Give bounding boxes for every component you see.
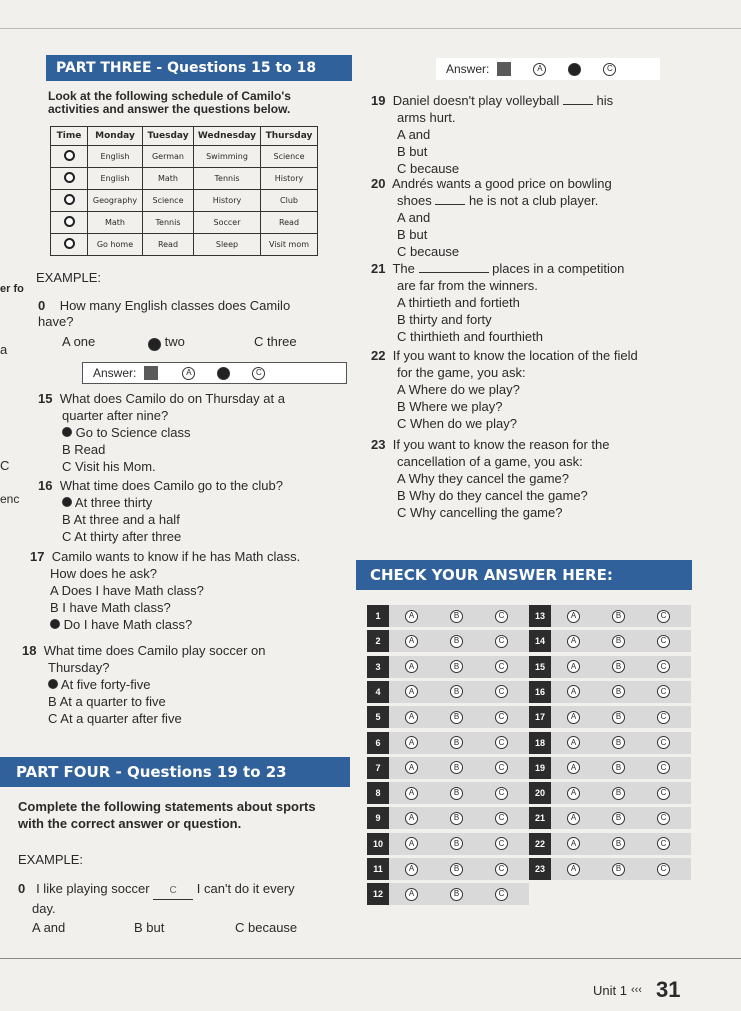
row-number: 19: [529, 757, 551, 779]
cell: History: [194, 190, 261, 212]
bubble-c[interactable]: C: [495, 736, 508, 749]
answer-row: [367, 605, 529, 627]
filled-bubble-icon: B: [148, 338, 161, 351]
example-question: [38, 298, 290, 330]
answer-row: [367, 656, 529, 678]
row-number: 7: [367, 757, 389, 779]
row-number: 21: [529, 807, 551, 829]
schedule-table: [50, 126, 318, 256]
bubble-a[interactable]: A: [405, 837, 418, 850]
bubble-c[interactable]: C: [657, 635, 670, 648]
clock-icon: [64, 150, 75, 161]
question-17: [30, 548, 350, 633]
table-row: [51, 190, 318, 212]
clock-icon: [64, 172, 75, 183]
answer-label: Answer:: [446, 62, 490, 76]
q-text: I can't do it every: [196, 881, 295, 896]
margin-text-3: C: [0, 458, 10, 473]
q-text: If you want to know the location of the field: [392, 348, 638, 363]
answer-row: [529, 858, 691, 880]
option-a: A and: [397, 127, 431, 142]
q-number: 0: [18, 881, 26, 896]
question-16: [38, 477, 358, 545]
option-a: A one: [62, 334, 96, 349]
row-number: 13: [529, 605, 551, 627]
q-number: 22: [371, 348, 386, 363]
answer-label: Answer:: [93, 366, 137, 380]
question-19: [371, 92, 671, 177]
question-20: [371, 175, 671, 260]
q-text: he is not a club player.: [468, 193, 599, 208]
cell: Club: [261, 190, 318, 212]
q-text: Daniel doesn't play volleyball: [392, 93, 560, 108]
answer-row: [529, 782, 691, 804]
row-number: 10: [367, 833, 389, 855]
bubble-c[interactable]: C: [495, 761, 508, 774]
bubble-b[interactable]: B: [612, 610, 625, 623]
answer-row: [367, 706, 529, 728]
bubble-c[interactable]: C: [657, 736, 670, 749]
bubble-a[interactable]: A: [405, 736, 418, 749]
q-text: Andrés wants a good price on bowling: [391, 176, 612, 191]
instr-line-1: Look at the following schedule of Camilo's: [48, 89, 291, 103]
answer-row: [529, 605, 691, 627]
bubble-c[interactable]: C: [495, 610, 508, 623]
footer-rule: [0, 958, 741, 959]
option-a: A and: [397, 210, 431, 225]
q-text: quarter after nine?: [62, 408, 169, 423]
option-c: C Visit his Mom.: [62, 459, 156, 474]
cell: Soccer: [194, 212, 261, 234]
row-number: 12: [367, 883, 389, 905]
q-number: 18: [22, 643, 37, 658]
q-text: Camilo wants to know if he has Math class.: [51, 549, 301, 564]
option-b: B Read: [62, 442, 106, 457]
marked-square: [144, 366, 158, 380]
question-22: [371, 347, 671, 432]
q-text: What time does Camilo play soccer on: [43, 643, 266, 658]
answer-row: [367, 681, 529, 703]
bubble-c[interactable]: C: [495, 863, 508, 876]
option-c: C because: [397, 244, 460, 259]
question-23: [371, 436, 671, 521]
bubble-c[interactable]: C: [657, 787, 670, 800]
option-c: C three: [254, 334, 297, 349]
bubble-b[interactable]: B: [450, 888, 463, 901]
answer-row: [367, 807, 529, 829]
option-c: C At a quarter after five: [48, 711, 182, 726]
bubble-c[interactable]: C: [495, 635, 508, 648]
row-number: 8: [367, 782, 389, 804]
option-a: At five forty-five: [60, 677, 151, 692]
q-number: 23: [371, 437, 386, 452]
part-four-header: PART FOUR - Questions 19 to 23: [0, 757, 350, 787]
option-a: A Where do we play?: [397, 382, 520, 397]
bubble-a[interactable]: A: [567, 711, 580, 724]
bubble-c[interactable]: C: [657, 837, 670, 850]
answer-row: [529, 833, 691, 855]
cell: English: [88, 168, 143, 190]
q-number: 15: [38, 391, 53, 406]
question-18: [22, 642, 342, 727]
q-text: Thursday?: [48, 660, 110, 675]
margin-text-1: er fo: [0, 283, 24, 295]
row-number: 16: [529, 681, 551, 703]
bubble-c[interactable]: C: [603, 63, 616, 76]
bubble-a[interactable]: A: [405, 888, 418, 901]
row-number: 3: [367, 656, 389, 678]
bubble-b[interactable]: B: [450, 660, 463, 673]
bubble-b[interactable]: B: [612, 863, 625, 876]
bubble-c[interactable]: C: [495, 660, 508, 673]
clock-icon: [64, 194, 75, 205]
option-c: C When do we play?: [397, 416, 517, 431]
bubble-a[interactable]: A: [567, 863, 580, 876]
q-text: are far from the winners.: [397, 278, 538, 293]
option-a: A Does I have Math class?: [50, 583, 204, 598]
row-number: 14: [529, 630, 551, 652]
option-b: B At three and a half: [62, 512, 180, 527]
arrows-icon: ‹‹‹: [630, 984, 642, 996]
option-c: C because: [235, 920, 298, 935]
example-options: [62, 334, 342, 349]
q-text: How does he ask?: [50, 566, 157, 581]
option-b: B but: [397, 144, 428, 159]
bubble-c[interactable]: C: [657, 711, 670, 724]
answer-row: [367, 732, 529, 754]
q-text: his: [596, 93, 614, 108]
part-four-example-label: EXAMPLE:: [18, 852, 84, 867]
question-15: [38, 390, 348, 475]
bubble-a[interactable]: A: [567, 837, 580, 850]
option-b: B Why do they cancel the game?: [397, 488, 588, 503]
row-number: 5: [367, 706, 389, 728]
q-text: I like playing soccer: [36, 881, 150, 896]
option-c: Do I have Math class?: [63, 617, 193, 632]
question-21: [371, 260, 671, 345]
bubble-b[interactable]: B: [612, 761, 625, 774]
bubble-b[interactable]: B: [450, 610, 463, 623]
bubble-b[interactable]: B: [612, 787, 625, 800]
bubble-c[interactable]: C: [495, 837, 508, 850]
option-c: C Why cancelling the game?: [397, 505, 563, 520]
bubble-c[interactable]: C: [657, 863, 670, 876]
bubble-a[interactable]: A: [567, 787, 580, 800]
option-c: C At thirty after three: [62, 529, 182, 544]
part-three-header: PART THREE - Questions 15 to 18: [46, 55, 352, 81]
q-text: have?: [38, 314, 74, 329]
q-text: What does Camilo do on Thursday at a: [59, 391, 285, 406]
cell: Visit mom: [261, 234, 318, 256]
q-number: 20: [371, 176, 386, 191]
bubble-a[interactable]: A: [567, 635, 580, 648]
option-a: Go to Science class: [75, 425, 191, 440]
option-a: A Why they cancel the game?: [397, 471, 569, 486]
bubble-b[interactable]: B: [612, 660, 625, 673]
example-label: EXAMPLE:: [36, 270, 102, 285]
q-number: 0: [38, 298, 46, 313]
option-c: C because: [397, 161, 460, 176]
cell: Read: [143, 234, 194, 256]
q-text: arms hurt.: [397, 110, 456, 125]
col-monday: Monday: [88, 127, 143, 146]
bubble-b[interactable]: B: [450, 837, 463, 850]
filled-bubble-icon: [50, 619, 60, 629]
cell: Geography: [88, 190, 143, 212]
bubble-b[interactable]: B: [612, 685, 625, 698]
answer-row: [529, 681, 691, 703]
bubble-a[interactable]: A: [182, 367, 195, 380]
q-number: 21: [371, 261, 386, 276]
bubble-b[interactable]: B: [450, 812, 463, 825]
option-b: B At a quarter to five: [48, 694, 166, 709]
q-text: shoes: [397, 193, 432, 208]
row-number: 11: [367, 858, 389, 880]
bubble-a[interactable]: A: [405, 635, 418, 648]
cell: History: [261, 168, 318, 190]
bubble-a[interactable]: A: [567, 812, 580, 825]
page-number: 31: [655, 977, 681, 1002]
bubble-a[interactable]: A: [567, 761, 580, 774]
bubble-a[interactable]: A: [533, 63, 546, 76]
bubble-a[interactable]: A: [405, 761, 418, 774]
footer-unit: [593, 977, 680, 1003]
bubble-b[interactable]: B: [612, 635, 625, 648]
bubble-c[interactable]: C: [657, 685, 670, 698]
q-text: for the game, you ask:: [397, 365, 526, 380]
answer-row: [529, 706, 691, 728]
option-b: B thirty and forty: [397, 312, 492, 327]
row-number: 22: [529, 833, 551, 855]
bubble-a[interactable]: A: [567, 685, 580, 698]
instr-line-2: with the correct answer or question.: [18, 816, 242, 831]
instr-line-2: activities and answer the questions below.: [48, 102, 291, 116]
row-number: 15: [529, 656, 551, 678]
filled-bubble-icon: [48, 679, 58, 689]
row-number: 18: [529, 732, 551, 754]
cell: Read: [261, 212, 318, 234]
q-number: 19: [371, 93, 386, 108]
filled-bubble-icon: [62, 497, 72, 507]
instr-line-1: Complete the following statements about sports: [18, 799, 316, 814]
bubble-b[interactable]: B: [450, 635, 463, 648]
bubble-a[interactable]: A: [405, 685, 418, 698]
bubble-b[interactable]: B: [450, 787, 463, 800]
cell: English: [88, 146, 143, 168]
bubble-b[interactable]: B: [450, 685, 463, 698]
row-number: 23: [529, 858, 551, 880]
bubble-a[interactable]: A: [567, 736, 580, 749]
row-number: 4: [367, 681, 389, 703]
bubble-b[interactable]: B: [450, 711, 463, 724]
table-row: [51, 212, 318, 234]
row-number: 9: [367, 807, 389, 829]
top-answer-box: [436, 58, 660, 80]
table-row: [51, 168, 318, 190]
option-a: At three thirty: [74, 495, 153, 510]
cell: Math: [143, 168, 194, 190]
cell: German: [143, 146, 194, 168]
table-row: [51, 234, 318, 256]
q-text: day.: [32, 901, 56, 916]
check-answer-header: CHECK YOUR ANSWER HERE:: [356, 560, 692, 590]
bubble-b[interactable]: B: [612, 837, 625, 850]
row-number: 2: [367, 630, 389, 652]
bubble-c[interactable]: C: [252, 367, 265, 380]
q-text: What time does Camilo go to the club?: [59, 478, 283, 493]
clock-icon: [64, 216, 75, 227]
bubble-a[interactable]: A: [567, 660, 580, 673]
bubble-b[interactable]: B: [450, 761, 463, 774]
q-number: 16: [38, 478, 53, 493]
option-b: B but: [134, 920, 165, 935]
cell: Sleep: [194, 234, 261, 256]
row-number: 6: [367, 732, 389, 754]
bubble-b[interactable]: B: [450, 863, 463, 876]
bubble-c[interactable]: C: [657, 660, 670, 673]
bubble-b[interactable]: B: [612, 736, 625, 749]
clock-icon: [64, 238, 75, 249]
answer-row: [367, 833, 529, 855]
col-thursday: Thursday: [261, 127, 318, 146]
answer-row: [529, 807, 691, 829]
bubble-b-filled[interactable]: B: [217, 367, 230, 380]
answer-row: [529, 757, 691, 779]
bubble-b[interactable]: B: [612, 812, 625, 825]
answer-row: [367, 757, 529, 779]
cell: Science: [261, 146, 318, 168]
bubble-c[interactable]: C: [495, 888, 508, 901]
cell: Science: [143, 190, 194, 212]
part-four-instructions: [18, 798, 316, 832]
bubble-b-filled[interactable]: [568, 63, 581, 76]
option-b: B Where we play?: [397, 399, 503, 414]
part-four-example: [18, 880, 348, 917]
answer-row: [367, 883, 529, 905]
part-four-example-options: [32, 920, 352, 935]
q-text: If you want to know the reason for the: [392, 437, 610, 452]
option-b: B I have Math class?: [50, 600, 171, 615]
bubble-b[interactable]: B: [450, 736, 463, 749]
answer-row: [367, 782, 529, 804]
bubble-c[interactable]: C: [657, 761, 670, 774]
option-b: two: [164, 334, 185, 349]
bubble-c[interactable]: C: [495, 787, 508, 800]
answer-row: [529, 656, 691, 678]
col-wednesday: Wednesday: [194, 127, 261, 146]
bubble-a[interactable]: A: [405, 812, 418, 825]
cell: Tennis: [194, 168, 261, 190]
bubble-a[interactable]: A: [405, 610, 418, 623]
cell: Swimming: [194, 146, 261, 168]
bubble-a[interactable]: A: [405, 660, 418, 673]
answer-row: [367, 630, 529, 652]
example-answer-box: [82, 362, 347, 384]
bubble-c[interactable]: C: [657, 610, 670, 623]
option-c: C thirthieth and fourthieth: [397, 329, 543, 344]
option-a: A thirtieth and fortieth: [397, 295, 520, 310]
bubble-c[interactable]: C: [495, 711, 508, 724]
bubble-c[interactable]: C: [657, 812, 670, 825]
cell: Tennis: [143, 212, 194, 234]
bubble-a[interactable]: A: [405, 863, 418, 876]
margin-text-4: enc: [0, 492, 20, 506]
row-number: 17: [529, 706, 551, 728]
row-number: 20: [529, 782, 551, 804]
q-text: cancellation of a game, you ask:: [397, 454, 583, 469]
option-b: B but: [397, 227, 428, 242]
answer-row: [529, 630, 691, 652]
q-text: How many English classes does Camilo: [59, 298, 291, 313]
bubble-a[interactable]: A: [405, 787, 418, 800]
q-number: 17: [30, 549, 45, 564]
cell: Go home: [88, 234, 143, 256]
top-rule: [0, 28, 741, 29]
unit-label: Unit 1: [593, 982, 627, 998]
bubble-c[interactable]: C: [495, 685, 508, 698]
bubble-a[interactable]: A: [405, 711, 418, 724]
cell: Math: [88, 212, 143, 234]
answer-row: [529, 732, 691, 754]
row-number: 1: [367, 605, 389, 627]
q-text: places in a competition: [492, 261, 625, 276]
col-tuesday: Tuesday: [143, 127, 194, 146]
option-a: A and: [32, 920, 66, 935]
blank-answer: C: [153, 882, 193, 900]
q-text: The: [392, 261, 415, 276]
margin-text-2: a: [0, 342, 8, 357]
bubble-a[interactable]: A: [567, 610, 580, 623]
bubble-c[interactable]: C: [495, 812, 508, 825]
col-time: Time: [51, 127, 88, 146]
part-three-instructions: [48, 90, 291, 116]
bubble-b[interactable]: B: [612, 711, 625, 724]
marked-square: [497, 62, 511, 76]
filled-bubble-icon: [62, 427, 72, 437]
answer-row: [367, 858, 529, 880]
table-row: [51, 146, 318, 168]
